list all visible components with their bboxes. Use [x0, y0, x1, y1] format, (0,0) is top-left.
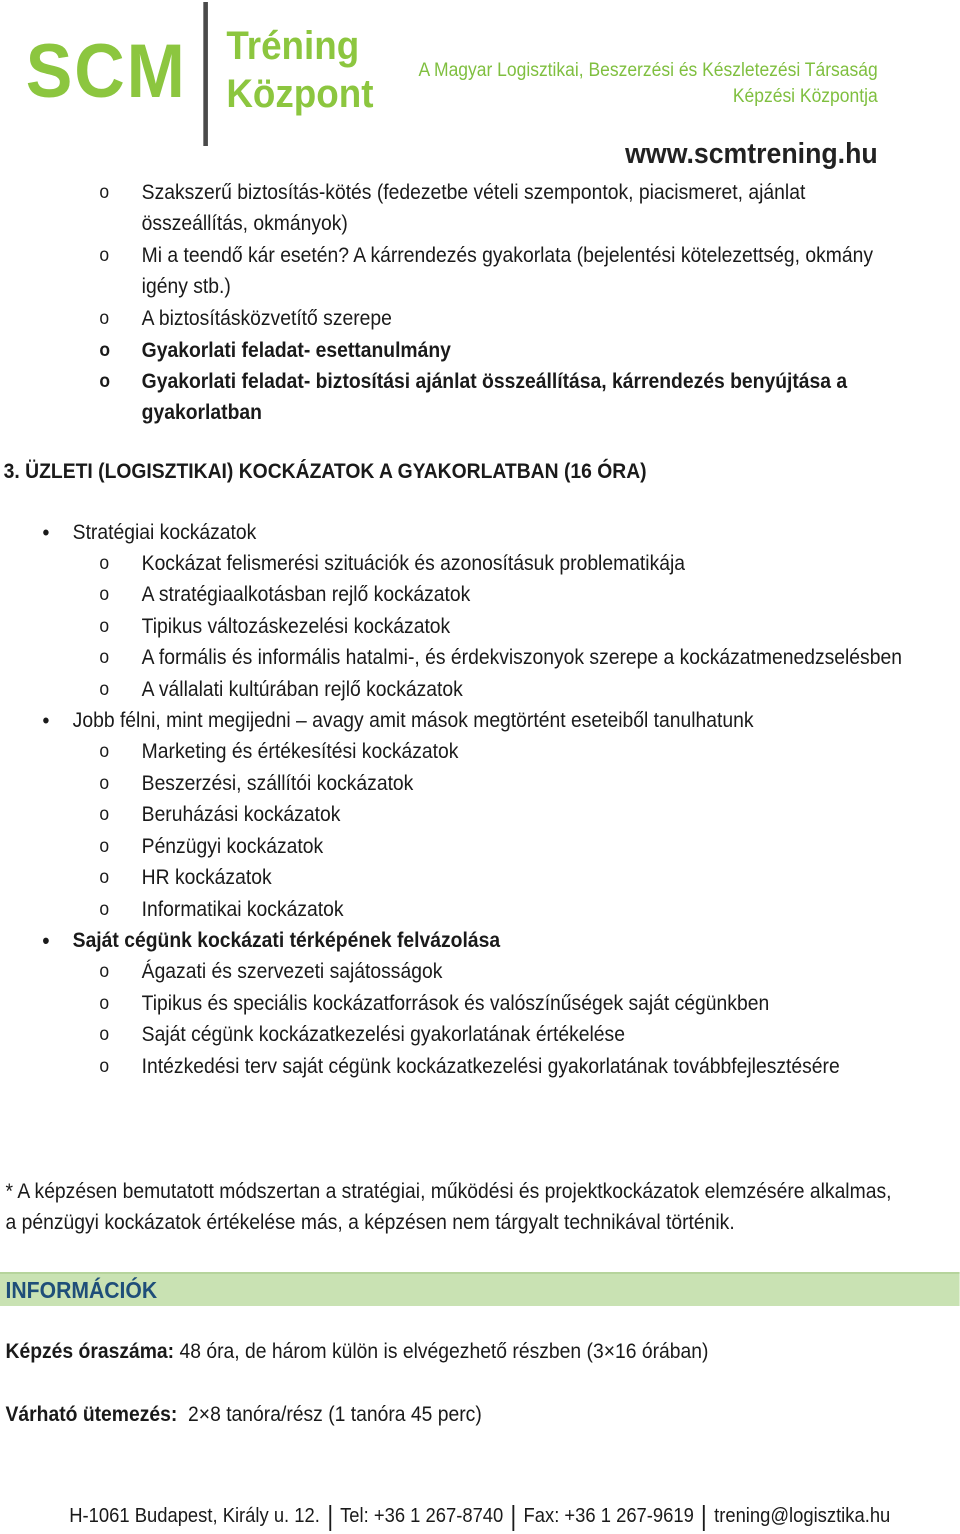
- list-item: o HR kockázatok: [142, 862, 933, 893]
- footer-fax: Fax: +36 1 267-9619: [523, 1505, 694, 1527]
- footnote-line1: * A képzésen bemutatott módszertan a stratégiai, működési és projektkockázatok elemzésére alkalmas,: [5, 1180, 892, 1203]
- list-item: o A biztosításközvetítő szerepe: [142, 303, 933, 334]
- footer-email[interactable]: trening@logisztika.hu: [714, 1505, 891, 1527]
- list-item-continuation: összeállítás, okmányok): [141, 212, 348, 235]
- section-heading: 3. ÜZLETI (LOGISZTIKAI) KOCKÁZATOK A GYAKORLATBAN (16 ÓRA): [3, 460, 647, 483]
- list-item: o Beruházási kockázatok: [142, 799, 933, 830]
- info-banner: [0, 1272, 960, 1306]
- org-name-line1: A Magyar Logisztikai, Beszerzési és Készletezési Társaság: [418, 60, 878, 81]
- list-item-text: o Mi a teendő kár esetén? A kárrendezés gyakorlata (bejelentési kötelezettség, okmány: [141, 244, 874, 267]
- info-title: INFORMÁCIÓK: [5, 1277, 158, 1303]
- org-name-line2: Képzési Központja: [732, 86, 878, 107]
- list-item: [142, 366, 933, 428]
- footer-tel: Tel: +36 1 267-8740: [340, 1505, 504, 1527]
- expected-schedule: [6, 1403, 482, 1427]
- bullet-item: • Saját cégünk kockázati térképének felvázolása: [73, 925, 500, 956]
- list-item: o Tipikus és speciális kockázatforrások és valószínűségek saját cégünkben: [142, 988, 933, 1019]
- list-item: o A formális és informális hatalmi-, és érdekviszonyok szerepe a kockázatmenedzselésben: [142, 642, 933, 673]
- training-hours: [6, 1340, 709, 1364]
- list-item: o Intézkedési terv saját cégünk kockázatkezelési gyakorlatának továbbfejlesztésére: [142, 1051, 933, 1082]
- list-item: o A stratégiaalkotásban rejlő kockázatok: [142, 579, 933, 610]
- list-item: o A vállalati kultúrában rejlő kockázatok: [142, 674, 933, 705]
- scm-logo: [26, 0, 412, 148]
- bullet-item: • Stratégiai kockázatok: [73, 517, 257, 548]
- footnote-line2: a pénzügyi kockázatok értékelése más, a képzésen nem tárgyalt technikával történik.: [5, 1211, 735, 1234]
- training-hours-value: 48 óra, de három külön is elvégezhető részben (3×16 órában): [174, 1340, 709, 1363]
- schedule-label: Várható ütemezés:: [5, 1403, 178, 1426]
- website-url: www.scmtrening.hu: [625, 138, 878, 170]
- footnote: [6, 1176, 960, 1238]
- footer-address: H-1061 Budapest, Király u. 12.: [69, 1505, 320, 1527]
- training-hours-label: Képzés óraszáma:: [5, 1340, 175, 1363]
- list-item-continuation: gyakorlatban: [141, 401, 262, 424]
- list-item: [142, 177, 933, 239]
- logo-divider: [203, 2, 208, 146]
- list-item: o Kockázat felismerési szituációk és azonosításuk problematikája: [142, 548, 933, 579]
- page-footer: [0, 1505, 960, 1531]
- list-item: o Marketing és értékesítési kockázatok: [142, 736, 933, 767]
- list-item: o Gyakorlati feladat- esettanulmány: [142, 335, 933, 366]
- list-item: o Beszerzési, szállítói kockázatok: [142, 768, 933, 799]
- list-item: [142, 240, 933, 302]
- list-item: o Ágazati és szervezeti sajátosságok: [142, 956, 933, 987]
- list-item: o Pénzügyi kockázatok: [142, 831, 933, 862]
- list-item-continuation: igény stb.): [141, 275, 231, 298]
- logo-line2: Központ: [226, 72, 374, 116]
- list-item: o Informatikai kockázatok: [142, 894, 933, 925]
- logo-line1: Tréning: [226, 24, 360, 68]
- list-item-text: o Gyakorlati feladat- biztosítási ajánlat összeállítása, kárrendezés benyújtása a: [141, 370, 848, 393]
- list-item: o Saját cégünk kockázatkezelési gyakorlatának értékelése: [142, 1019, 933, 1050]
- list-item-text: o Szakszerű biztosítás-kötés (fedezetbe vételi szempontok, piacismeret, ajánlat: [141, 181, 806, 204]
- schedule-value: 2×8 tanóra/rész (1 tanóra 45 perc): [177, 1403, 482, 1426]
- logo-scm-text: SCM: [25, 29, 187, 114]
- list-item: o Tipikus változáskezelési kockázatok: [142, 611, 933, 642]
- bullet-item: • Jobb félni, mint megijedni – avagy amit mások megtörtént eseteiből tanulhatunk: [73, 705, 754, 736]
